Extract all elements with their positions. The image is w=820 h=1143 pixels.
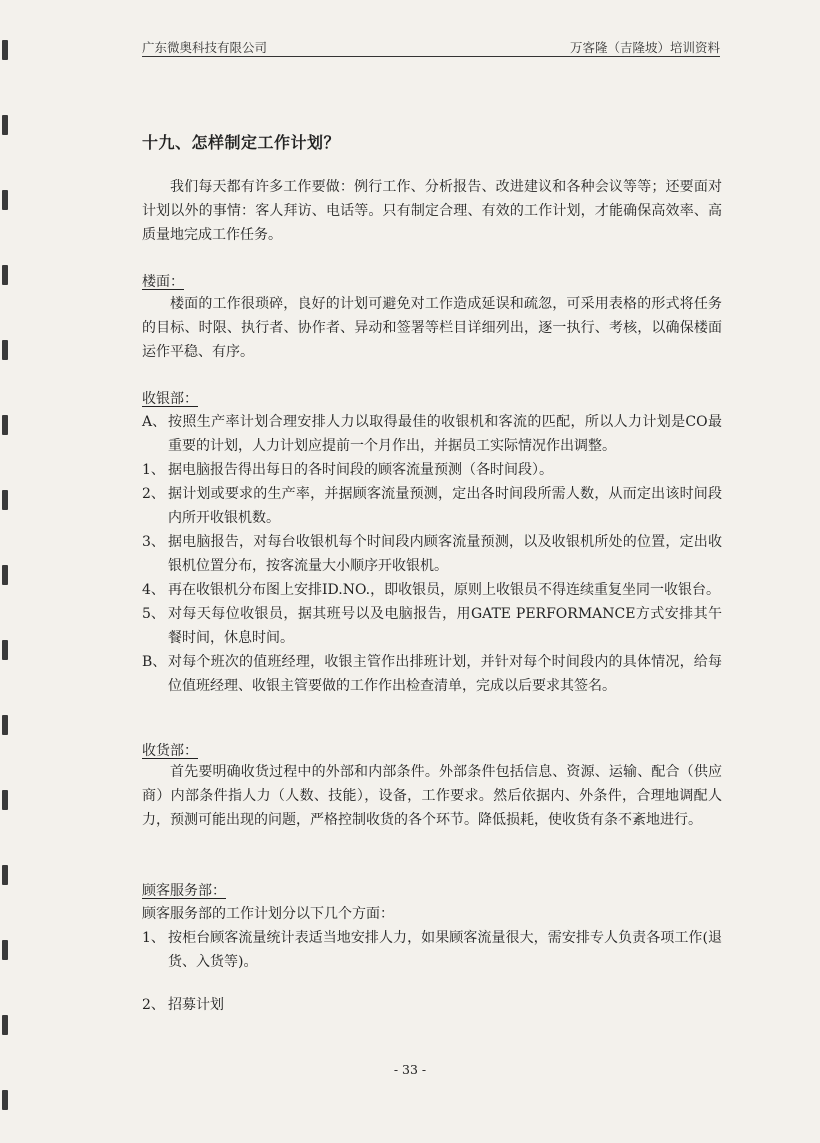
binding-hole: [2, 115, 8, 135]
binding-hole: [2, 865, 8, 885]
list-marker: 2、: [142, 997, 165, 1013]
list-item: [142, 650, 722, 698]
floor-block: [142, 292, 722, 364]
binding-hole: [2, 1015, 8, 1035]
list-item: [142, 993, 722, 1017]
binding-hole: [2, 340, 8, 360]
binding-hole: [2, 1090, 8, 1110]
list-marker: 1、: [142, 462, 165, 478]
page-number: - 33 -: [393, 1062, 427, 1077]
service-list-continued: [142, 993, 722, 1017]
list-text: 据计划或要求的生产率，并据顾客流量预测，定出各时间段所需人数，从而定出该时间段内所开收银机数。: [168, 486, 722, 526]
binding-hole: [2, 40, 8, 60]
service-intro: 顾客服务部的工作计划分以下几个方面：: [142, 906, 394, 922]
service-heading: 顾客服务部：: [142, 883, 226, 899]
list-text: 据电脑报告得出每日的各时间段的顾客流量预测（各时间段）。: [168, 462, 553, 478]
list-text: 再在收银机分布图上安排ID.NO.，即收银员，原则上收银员不得连续重复坐同一收银台。: [168, 582, 721, 598]
cashier-heading: 收银部：: [142, 391, 198, 407]
list-item: [142, 458, 722, 482]
binding-hole: [2, 640, 8, 660]
floor-paragraph: 楼面的工作很琐碎，良好的计划可避免对工作造成延误和疏忽，可采用表格的形式将任务的目标、时限、执行者、协作者、异动和签署等栏目详细列出，逐一执行、考核，以确保楼面运作平稳、有序。: [142, 296, 722, 360]
binding-hole: [2, 565, 8, 585]
list-text: 按柜台顾客流量统计表适当地安排人力，如果顾客流量很大，需安排专人负责各项工作(退货、入货等)。: [168, 930, 722, 970]
intro-block: [142, 175, 722, 247]
list-item: [142, 578, 722, 602]
binding-hole: [2, 940, 8, 960]
list-text: 对每天每位收银员，据其班号以及电脑报告，用GATE PERFORMANCE方式安排其午餐时间，休息时间。: [168, 606, 722, 646]
list-marker: 1、: [142, 930, 165, 946]
binding-hole: [2, 790, 8, 810]
list-marker: 4、: [142, 582, 165, 598]
binding-hole: [2, 190, 8, 210]
receiving-heading: 收货部：: [142, 743, 198, 759]
header-company: 广东微奥科技有限公司: [142, 40, 268, 55]
list-item: [142, 530, 722, 578]
receiving-paragraph: 首先要明确收货过程中的外部和内部条件。外部条件包括信息、资源、运输、配合（供应商）内部条件指人力（人数、技能），设备，工作要求。然后依据内、外条件，合理地调配人力，预测可能出现的问题，严格控制收货的各个环节。降低损耗，使收货有条不紊地进行。: [142, 764, 722, 828]
cashier-list: [142, 410, 722, 698]
binding-hole: [2, 715, 8, 735]
list-item: [142, 602, 722, 650]
floor-heading: 楼面：: [142, 274, 184, 290]
header-document-title: 万客隆（吉隆坡）培训资料: [569, 40, 720, 55]
section-title: 十九、怎样制定工作计划？: [142, 133, 341, 152]
list-marker: A、: [142, 414, 167, 430]
binding-hole: [2, 415, 8, 435]
list-text: 对每个班次的值班经理，收银主管作出排班计划，并针对每个时间段内的具体情况，给每位值班经理、收银主管要做的工作作出检查清单，完成以后要求其签名。: [168, 654, 722, 694]
list-marker: 3、: [142, 534, 165, 550]
list-marker: B、: [142, 654, 167, 670]
binding-holes: [0, 0, 14, 1143]
intro-paragraph: 我们每天都有许多工作要做：例行工作、分析报告、改进建议和各种会议等等；还要面对计划以外的事情：客人拜访、电话等。只有制定合理、有效的工作计划，才能确保高效率、高质量地完成工作任务。: [142, 179, 722, 243]
list-text: 据电脑报告，对每台收银机每个时间段内顾客流量预测，以及收银机所处的位置，定出收银机位置分布，按客流量大小顺序开收银机。: [168, 534, 722, 574]
list-item: [142, 482, 722, 530]
list-marker: 2、: [142, 486, 165, 502]
service-list: [142, 926, 722, 974]
receiving-block: [142, 760, 722, 832]
list-text: 招募计划: [168, 997, 224, 1013]
list-marker: 5、: [142, 606, 165, 622]
header-rule: [142, 56, 720, 57]
list-text: 按照生产率计划合理安排人力以取得最佳的收银机和客流的匹配，所以人力计划是CO最重要的计划，人力计划应提前一个月作出，并据员工实际情况作出调整。: [168, 414, 722, 454]
list-item: [142, 410, 722, 458]
binding-hole: [2, 265, 8, 285]
list-item: [142, 926, 722, 974]
binding-hole: [2, 490, 8, 510]
page-header: [142, 38, 720, 56]
service-intro-block: [142, 902, 722, 926]
